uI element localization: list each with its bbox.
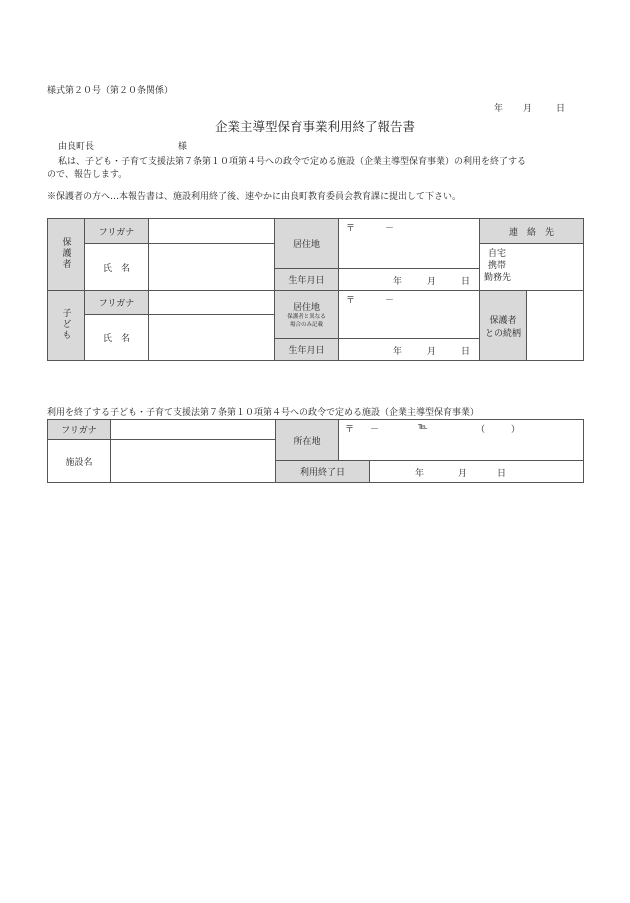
child-postal-mark: 〒 <box>346 296 356 306</box>
child-furigana-field[interactable] <box>149 291 275 315</box>
contact-work-label: 勤務先 <box>484 273 512 283</box>
body-text-line-2: ので、報告します。 <box>47 170 128 180</box>
addressee-honorific: 様 <box>178 142 188 152</box>
guardian-postal-mark: 〒 <box>346 224 356 234</box>
guardian-postal-dash: － <box>385 224 395 234</box>
guardian-address-label: 居住地 <box>275 219 339 269</box>
end-date-year: 年 <box>415 469 425 479</box>
child-address-label: 居住地 <box>292 303 320 313</box>
child-postal-dash: － <box>385 296 395 306</box>
facility-name-label: 施設名 <box>48 440 111 483</box>
guardian-birth-month: 月 <box>427 277 437 287</box>
facility-furigana-field[interactable] <box>111 420 276 440</box>
contact-header: 連 絡 先 <box>480 219 584 244</box>
guardian-birthdate-label: 生年月日 <box>275 269 339 291</box>
child-label-cell <box>48 291 85 361</box>
guardian-birthdate-field[interactable] <box>339 269 480 291</box>
child-birthdate-field[interactable] <box>339 339 480 361</box>
child-address-field[interactable] <box>339 291 480 339</box>
facility-furigana-label: フリガナ <box>48 420 111 440</box>
relation-label-2: との続柄 <box>484 328 521 339</box>
document-title: 企業主導型保育事業利用終了報告書 <box>214 119 415 134</box>
child-address-note-2: 場合のみ記載 <box>289 322 323 328</box>
guardian-birth-year: 年 <box>393 277 403 287</box>
child-furigana-label: フリガナ <box>85 291 149 315</box>
end-date-month: 月 <box>458 469 468 479</box>
facility-tel-paren-open: （ <box>476 425 486 435</box>
facility-tel-mark: ℡ <box>418 422 428 432</box>
child-birth-year: 年 <box>393 347 403 357</box>
contact-home-label: 自宅 <box>488 249 507 259</box>
facility-location-label: 所在地 <box>276 420 339 461</box>
child-name-label: 氏 名 <box>85 315 149 361</box>
guardian-label-cell <box>48 219 85 291</box>
guardian-name-field[interactable] <box>149 244 275 291</box>
end-date-field[interactable] <box>370 461 584 483</box>
facility-location-field[interactable] <box>339 420 584 461</box>
end-date-label: 利用終了日 <box>276 461 370 483</box>
date-month-label: 月 <box>523 104 533 114</box>
relation-label-cell <box>480 291 527 361</box>
facility-table-caption: 利用を終了する子ども・子育て支援法第７条第１０項第４号への政令で定める施設（企業主導型保育事業） <box>47 408 480 418</box>
date-year-label: 年 <box>494 104 504 114</box>
body-text-line-1: 私は、子ども・子育て支援法第７条第１０項第４号への政令で定める施設（企業主導型保育事業）の利用を終了する <box>58 157 527 167</box>
date-day-label: 日 <box>556 104 566 114</box>
guardian-furigana-field[interactable] <box>149 219 275 244</box>
guardian-child-table <box>47 218 584 361</box>
child-birth-day: 日 <box>461 347 471 357</box>
guardian-birth-day: 日 <box>461 277 471 287</box>
guardian-note: ※保護者の方へ…本報告書は、施設利用終了後、速やかに由良町教育委員会教育課に提出して下さい。 <box>47 192 462 202</box>
end-date-day: 日 <box>497 469 507 479</box>
relation-label-1: 保護者 <box>489 315 517 326</box>
guardian-address-field[interactable] <box>339 219 480 269</box>
child-address-label-cell <box>275 291 339 339</box>
addressee: 由良町長 <box>58 142 95 152</box>
facility-postal-mark: 〒 <box>345 425 355 435</box>
form-number: 様式第２０号（第２０条関係） <box>47 86 174 96</box>
child-name-field[interactable] <box>149 315 275 361</box>
contact-mobile-label: 携帯 <box>488 261 507 271</box>
guardian-name-label: 氏 名 <box>85 244 149 291</box>
guardian-label: 保護者 <box>60 236 71 270</box>
contact-field[interactable] <box>480 244 584 291</box>
facility-tel-paren-close: ） <box>511 425 521 435</box>
guardian-furigana-label: フリガナ <box>85 219 149 244</box>
child-address-note-1: 保護者と異なる <box>287 314 326 320</box>
facility-name-field[interactable] <box>111 440 276 483</box>
facility-postal-dash: － <box>370 425 380 435</box>
child-label: 子ども <box>60 307 71 341</box>
relation-field[interactable] <box>527 291 584 361</box>
child-birth-month: 月 <box>427 347 437 357</box>
facility-table <box>47 419 584 483</box>
child-birthdate-label: 生年月日 <box>275 339 339 361</box>
